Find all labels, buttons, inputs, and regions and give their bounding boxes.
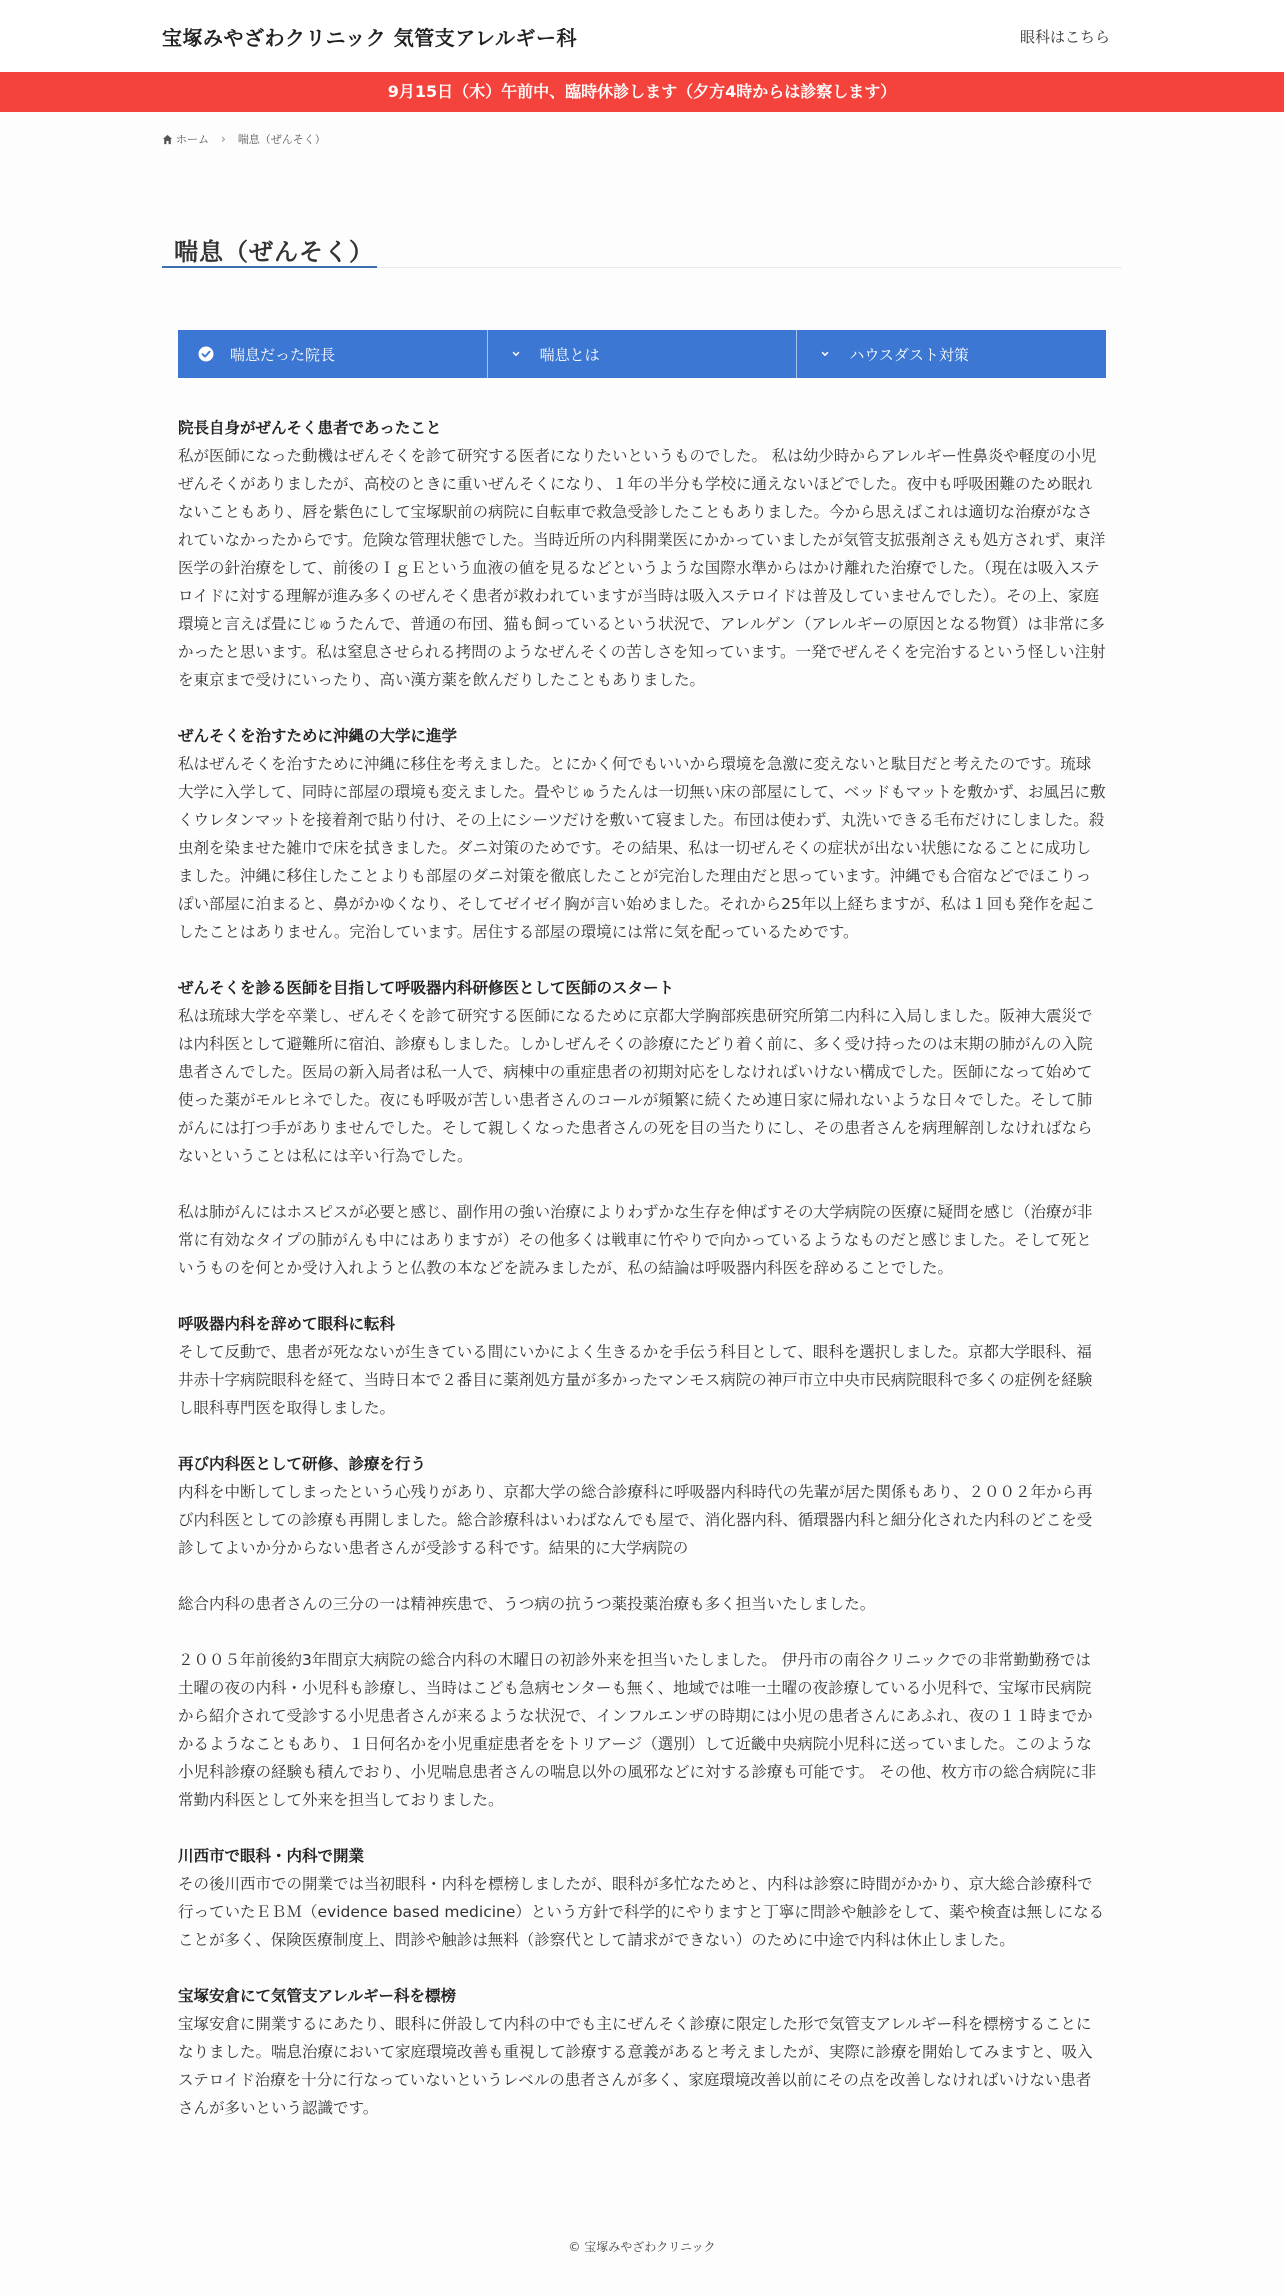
section-ophthalmology [178,1310,1106,1422]
section-heading: 呼吸器内科を辞めて眼科に転科 [178,1315,396,1333]
section-paragraph: ２００５年前後約3年間京大病院の総合内科の木曜日の初診外来を担当いたしました。 伊丹市の南谷クリニックでの非常勤勤務では土曜の夜の内科・小児科も診療し、当時はこども急病センターも無く、地域では唯一土曜の夜診療している小児科で、宝塚市民病院から紹介されて受診する小児患者さんが来るような状況で、インフルエンザの時期には小児の患者さんにあふれ、夜の１１時までかかるようなこともあり、１日何名かを小児重症患者ををトリアージ（選別）して近畿中央病院小児科に送っていました。このような小児科診療の経験も積んでおり、小児喘息患者さんの喘息以外の風邪などに対する診療も可能です。 その他、枚方市の総合病院に非常勤内科医として外来を担当しておりました。 [178,1651,1097,1809]
section-heading: 川西市で眼科・内科で開業 [178,1847,365,1865]
section-takarazuka [178,1982,1106,2122]
section-paragraph: 私は琉球大学を卒業し、ぜんそくを診て研究する医師になるために京都大学胸部疾患研究所第二内科に入局しました。阪神大震災では内科医として避難所に宿泊、診療もしました。しかしぜんそくの診療にたどり着く前に、多く受け持ったのは末期の肺がんの入院患者さんでした。医局の新入局者は私一人で、病棟中の重症患者の初期対応をしなければいけない構成でした。医師になって始めて使った薬がモルヒネでした。夜にも呼吸が苦しい患者さんのコールが頻繁に続くため連日家に帰れないような日々でした。そして肺がんには打つ手がありませんでした。そして親しくなった患者さんの死を目の当たりにし、その患者さんを病理解剖しなければならないということは私には辛い行為でした。 [178,1007,1093,1165]
section-heading: 宝塚安倉にて気管支アレルギー科を標榜 [178,1987,456,2005]
section-paragraph: 内科を中断してしまったという心残りがあり、京都大学の総合診療科に呼吸器内科時代の先輩が居た関係もあり、２００２年から再び内科医としての診療も再開しました。総合診療科はいわばなんでも屋で、消化器内科、循環器内科と細分化された内科のどこを受診してよいか分からない患者さんが受診する科です。結果的に大学病院の [178,1483,1093,1557]
section-paragraph: 総合内科の患者さんの三分の一は精神疾患で、うつ病の抗うつ薬投薬治療も多く担当いたしました。 [178,1595,876,1613]
tab-label: 喘息とは [539,345,600,364]
section-internal-medicine-again [178,1450,1106,1814]
section-heading: ぜんそくを診る医師を目指して呼吸器内科研修医として医師のスタート [178,979,675,997]
section-paragraph: 私が医師になった動機はぜんそくを診て研究する医者になりたいというものでした。 私は幼少時からアレルギー性鼻炎や軽度の小児ぜんそくがありましたが、高校のときに重いぜんそくになり、１年の半分も学校に通えないほどでした。夜中も呼吸困難のため眠れないこともあり、唇を紫色にして宝塚駅前の病院に自転車で救急受診したこともありました。今から思えばこれは適切な治療がなされていなかったからです。危険な管理状態でした。当時近所の内科開業医にかかっていましたが気管支拡張剤さえも処方されず、東洋医学の針治療をして、前後のＩｇＥという血液の値を見るなどというような国際水準からはかけ離れた治療でした。（現在は吸入ステロイドに対する理解が進み多くのぜんそく患者が救われていますが当時は吸入ステロイドは普及していませんでした）。その上、家庭環境と言えば畳にじゅうたんで、普通の布団、猫も飼っているという状況で、アレルゲン（アレルギーの原因となる物質）は非常に多かったと思います。私は窒息させられる拷問のようなぜんそくの苦しさを知っています。一発でぜんそくを完治するという怪しい注射を東京まで受けにいったり、高い漢方薬を飲んだりしたこともありました。 [178,447,1106,689]
page-title-wrap [162,232,1122,268]
breadcrumb [0,112,1284,152]
section-heading: 再び内科医として研修、診療を行う [178,1455,427,1473]
home-icon [162,134,173,145]
breadcrumb-home-label: ホーム [176,133,209,146]
tab-asthma-about[interactable] [488,330,798,378]
section-respiratory-start [178,974,1106,1282]
section-kawanishi [178,1842,1106,1954]
tab-label: 喘息だった院長 [230,345,336,364]
chevron-down-icon [817,346,833,362]
section-paragraph: 宝塚安倉に開業するにあたり、眼科に併設して内科の中でも主にぜんそく診療に限定した形で気管支アレルギー科を標榜することになりました。喘息治療において家庭環境改善も重視して診療する意義があると考えましたが、実際に診療を開始してみますと、吸入ステロイド治療を十分に行なっていないというレベルの患者さんが多く、家庭環境改善以前にその点を改善しなければいけない患者さんが多いという認識です。 [178,2015,1093,2117]
tab-inchou-asthma[interactable] [178,330,488,378]
title-underline [162,266,377,268]
check-circle-icon [198,346,214,362]
section-okinawa [178,722,1106,946]
tab-label: ハウスダスト対策 [849,345,969,364]
chevron-right-icon: › [221,132,226,146]
footer-copyright: © 宝塚みやざわクリニック [568,2240,716,2254]
eye-clinic-link[interactable]: 眼科はこちら [1019,28,1110,46]
section-heading: 院長自身がぜんそく患者であったこと [178,419,442,437]
section-inchou-asthma [178,414,1106,694]
breadcrumb-current: 喘息（ぜんそく） [237,133,326,146]
chevron-down-icon [508,346,524,362]
site-title[interactable]: 宝塚みやざわクリニック 気管支アレルギー科 [162,26,577,50]
section-paragraph: その後川西市での開業では当初眼科・内科を標榜しましたが、眼科が多忙なためと、内科は診察に時間がかかり、京大総合診療科で行っていたＥＢＭ（evidence based medicine）という方針で科学的にやりますと丁寧に問診や触診をして、薬や検査は無しになることが多く、保険医療制度上、問診や触診は無料（診察代として請求ができない）のために中途で内科は休止しました。 [178,1875,1105,1949]
notice-text: 9月15日（木）午前中、臨時休診します（夕方4時からは診察します） [387,82,897,101]
section-heading: ぜんそくを治すために沖縄の大学に進学 [178,727,458,745]
site-header [0,0,1284,72]
site-footer [0,2238,1284,2278]
tab-housedust[interactable] [797,330,1106,378]
breadcrumb-home[interactable] [162,131,209,147]
page-title: 喘息（ぜんそく） [174,238,374,266]
section-paragraph: 私はぜんそくを治すために沖縄に移住を考えました。とにかく何でもいいから環境を急激に変えないと駄目だと考えたのです。琉球大学に入学して、同時に部屋の環境も変えました。畳やじゅうたんは一切無い床の部屋にして、ベッドもマットを敷かず、お風呂に敷くウレタンマットを接着剤で貼り付け、その上にシーツだけを敷いて寝ました。布団は使わず、丸洗いできる毛布だけにしました。殺虫剤を染ませた雑巾で床を拭きました。ダニ対策のためです。その結果、私は一切ぜんそくの症状が出ない状態になることに成功しました。沖縄に移住したことよりも部屋のダニ対策を徹底したことが完治した理由だと思っています。沖縄でも合宿などでほこりっぽい部屋に泊まると、鼻がかゆくなり、そしてゼイゼイ胸が言い始めました。それから25年以上経ちますが、私は１回も発作を起こしたことはありません。完治しています。居住する部屋の環境には常に気を配っているためです。 [178,755,1106,941]
notice-bar[interactable] [0,72,1284,112]
section-paragraph: そして反動で、患者が死なないが生きている間にいかによく生きるかを手伝う科目として、眼科を選択しました。京都大学眼科、福井赤十字病院眼科を経て、当時日本で２番目に薬剤処方量が多かったマンモス病院の神戸市立中央市民病院眼科で多くの症例を経験し眼科専門医を取得しました。 [178,1343,1093,1417]
section-paragraph: 私は肺がんにはホスピスが必要と感じ、副作用の強い治療によりわずかな生存を伸ばすその大学病院の医療に疑問を感じ（治療が非常に有効なタイプの肺がんも中にはありますが）その他多くは戦車に竹やりで向かっているようなものだと感じました。そして死というものを何とか受け入れようと仏教の本などを読みましたが、私の結論は呼吸器内科医を辞めることでした。 [178,1203,1093,1277]
section-tabs [178,330,1106,378]
article-content [178,414,1106,2122]
